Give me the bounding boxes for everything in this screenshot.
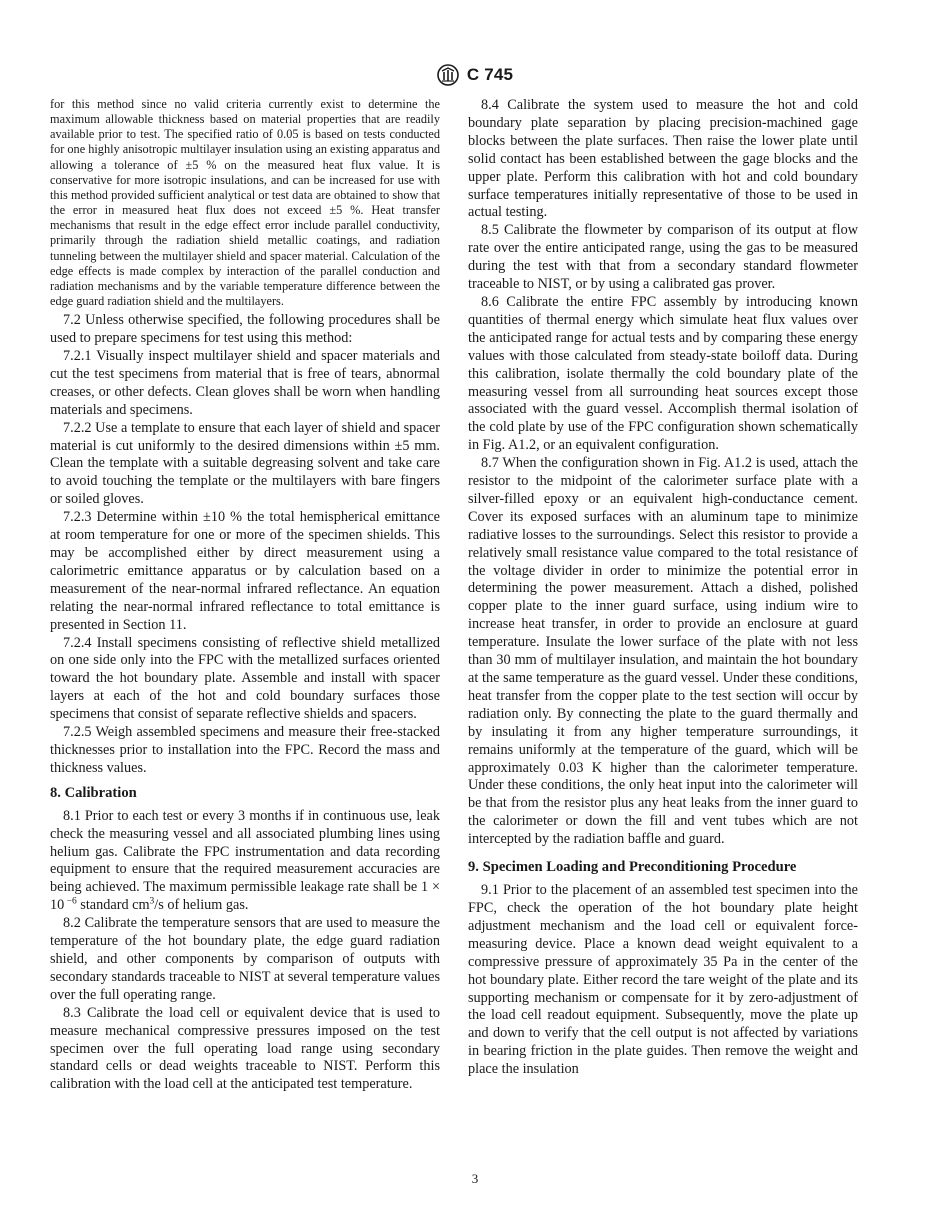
page-header <box>0 62 950 88</box>
paragraph-8-1-text-a: 8.1 Prior to each test or every 3 months if in continuous use, leak check the measuring vessel and all associated plumbing lines using helium gas. Calibrate the FPC instrumentation and data recording equipment to ensure that the required measurement accuracies are being achieved. The maximum permissible leakage rate shall be 1 × 10 <box>50 807 440 914</box>
paragraph-8-1-unit-exponent: 3 <box>149 896 155 907</box>
paragraph-8-6: 8.6 Calibrate the entire FPC assembly by introducing known quantities of thermal energy which simulate heat flux values over the anticipated range for actual tests and by comparing these energy values with those calculated from steady-state boiloff data. During this calibration, isolate thermally the cold boundary plate of the measuring vessel from all surrounding heat sources except those associated with the guard vessel. Accomplish thermal isolation of the cold plate by use of the FPC configuration shown schematically in Fig. A1.2, or an equivalent configuration. <box>468 293 858 454</box>
section-heading-8: 8. Calibration <box>50 784 137 801</box>
right-column <box>468 97 858 1079</box>
paragraph-8-2: 8.2 Calibrate the temperature sensors that are used to measure the temperature of the hot boundary plate, the edge guard radiation shield, and other components by comparison of outputs with secondary standards traceable to NIST at several temperature values over the full operating range. <box>50 915 440 1003</box>
paragraph-7-2-2: 7.2.2 Use a template to ensure that each layer of shield and spacer material is cut uniformly to the desired dimensions within ±5 mm. Clean the template with a suitable degreasing solvent and take care to avoid touching the template or the multilayers with bare fingers or soiled gloves. <box>50 419 440 508</box>
paragraph-9-1: 9.1 Prior to the placement of an assembled test specimen into the FPC, check the operation of the hot boundary plate height adjustment mechanism and the load cell or equivalent force-measuring device. Place a known dead weight equivalent to a compressive pressure of approximately 35 Pa in the center of the hot boundary plate. Either record the tare weight of the plate and its supporting mechanism or compensate for it by zero-adjustment of the load cell readout equipment. Subsequently, move the plate up and down to verify that the cell output is not affected by variations in bearing friction in the plate guides. Then remove the weight and place the insulation <box>468 882 858 1078</box>
section-heading-9: 9. Specimen Loading and Preconditioning Procedure <box>468 859 797 876</box>
paragraph-7-2-1: 7.2.1 Visually inspect multilayer shield and spacer materials and cut the test specimens from material that is free of tears, abnormal creases, or other defects. Clean gloves shall be worn when handling materials and specimens. <box>50 348 440 418</box>
note-continuation: for this method since no valid criteria currently exist to determine the maximum allowable thickness based on material properties that are readily available prior to test. The specified ratio of 0.05 is based on tests conducted for one highly anisotropic multilayer insulation using an existing apparatus and allowing a tolerance of ±5 % on the measured heat flux value. It is conservative for more isotropic insulations, and can be increased for use with this method provided sufficient analytical or test data are obtained to show that the error in measured heat flux does not exceed ±5 %. Heat transfer mechanisms that result in the edge effect error include parallel conductivity, primarily through the radiation shield metallic coatings, and radiation tunneling between the multilayer shield and spacer material. Calculation of the edge effects is made complex by interaction of the parallel conduction and radiation mechanisms and by the variable temperature difference between the edge guard radiation shield and the multilayers. <box>50 97 441 309</box>
paragraph-8-1-exponent: −6 <box>64 896 77 907</box>
standard-designation: C 745 <box>466 65 514 84</box>
paragraph-8-1 <box>50 808 440 915</box>
paragraph-7-2-3: 7.2.3 Determine within ±10 % the total hemispherical emittance at room temperature for one or more of the specimen shields. This may be accomplished either by direct measurement using a calorimetric emittance apparatus or by calculation based on a measurement of the near-normal infrared reflectance. An equation relating the near-normal infrared reflectance to total emittance is presented in Section 11. <box>50 509 440 633</box>
paragraph-8-1-text-b: standard cm <box>76 897 150 914</box>
paragraph-7-2: 7.2 Unless otherwise specified, the following procedures shall be used to prepare specimens for test using this method: <box>50 312 440 347</box>
paragraph-8-5: 8.5 Calibrate the flowmeter by comparison of its output at flow rate over the entire anticipated range, using the gas to be measured during the test with that from a secondary standard flowmeter traceable to NIST, or by using a calibrated gas prover. <box>468 222 858 293</box>
left-column <box>50 97 440 1094</box>
astm-logo-icon <box>437 64 459 86</box>
paragraph-8-7: 8.7 When the configuration shown in Fig. A1.2 is used, attach the resistor to the midpoint of the calorimeter surface plate with a silver-filled epoxy or an equivalent high-conductance cement. Cover its exposed surfaces with an aluminum tape to minimize radiative losses to the surroundings. Select this resistor to provide a relatively small resistance value compared to the total resistance of the voltage divider in order to minimize the potential error in determining the power measurement. Attach a dished, polished copper plate to the inner guard surface, using indium wire to increase heat transfer, in order to provide an enclosure at guard temperature. Insulate the lower surface of the plate with not less than 30 mm of multilayer insulation, and maintain the hot boundary at the same temperature as the guard vessel. Under these conditions, heat transfer from the copper plate to the test section will occur by radiation only. By connecting the plate to the guard thermally and by insulating it from any higher temperature surroundings, it remains uniformly at the temperature of the guard, which will be approximately 0.03 K higher than the calorimeter temperature. Under these conditions, the only heat input into the calorimeter will be that from the resistor plus any heat leaks from the inner guard to the calorimeter or down the fill and vent tubes which are not intercepted by the radiation baffle and guard. <box>468 455 858 848</box>
page-number: 3 <box>471 1171 479 1186</box>
paragraph-8-3: 8.3 Calibrate the load cell or equivalent device that is used to measure mechanical compressive pressures imposed on the test specimen over the full operating load range using secondary standard cells or dead weights traceable to NIST. Perform this calibration with the load cell at the anticipated test temperature. <box>50 1004 440 1093</box>
paragraph-8-4: 8.4 Calibrate the system used to measure the hot and cold boundary plate separation by placing precision-machined gage blocks between the plate surfaces. Then raise the lower plate until solid contact has been established between the gage blocks and the upper plate. Perform this calibration with hot and cold boundary surface temperatures initially representative of those to be used in actual testing. <box>468 97 858 221</box>
paragraph-8-1-text-c: /s of helium gas. <box>154 897 249 914</box>
paragraph-7-2-5: 7.2.5 Weigh assembled specimens and measure their free-stacked thicknesses prior to installation into the FPC. Record the mass and thickness values. <box>50 724 440 776</box>
paragraph-7-2-4: 7.2.4 Install specimens consisting of reflective shield metallized on one side only into the FPC with the metallized surfaces oriented toward the hot boundary plate. Assemble and install with spacer layers at each of the hot and cold boundary surfaces those specimens that consist of separate reflective shields and spacers. <box>50 634 440 723</box>
